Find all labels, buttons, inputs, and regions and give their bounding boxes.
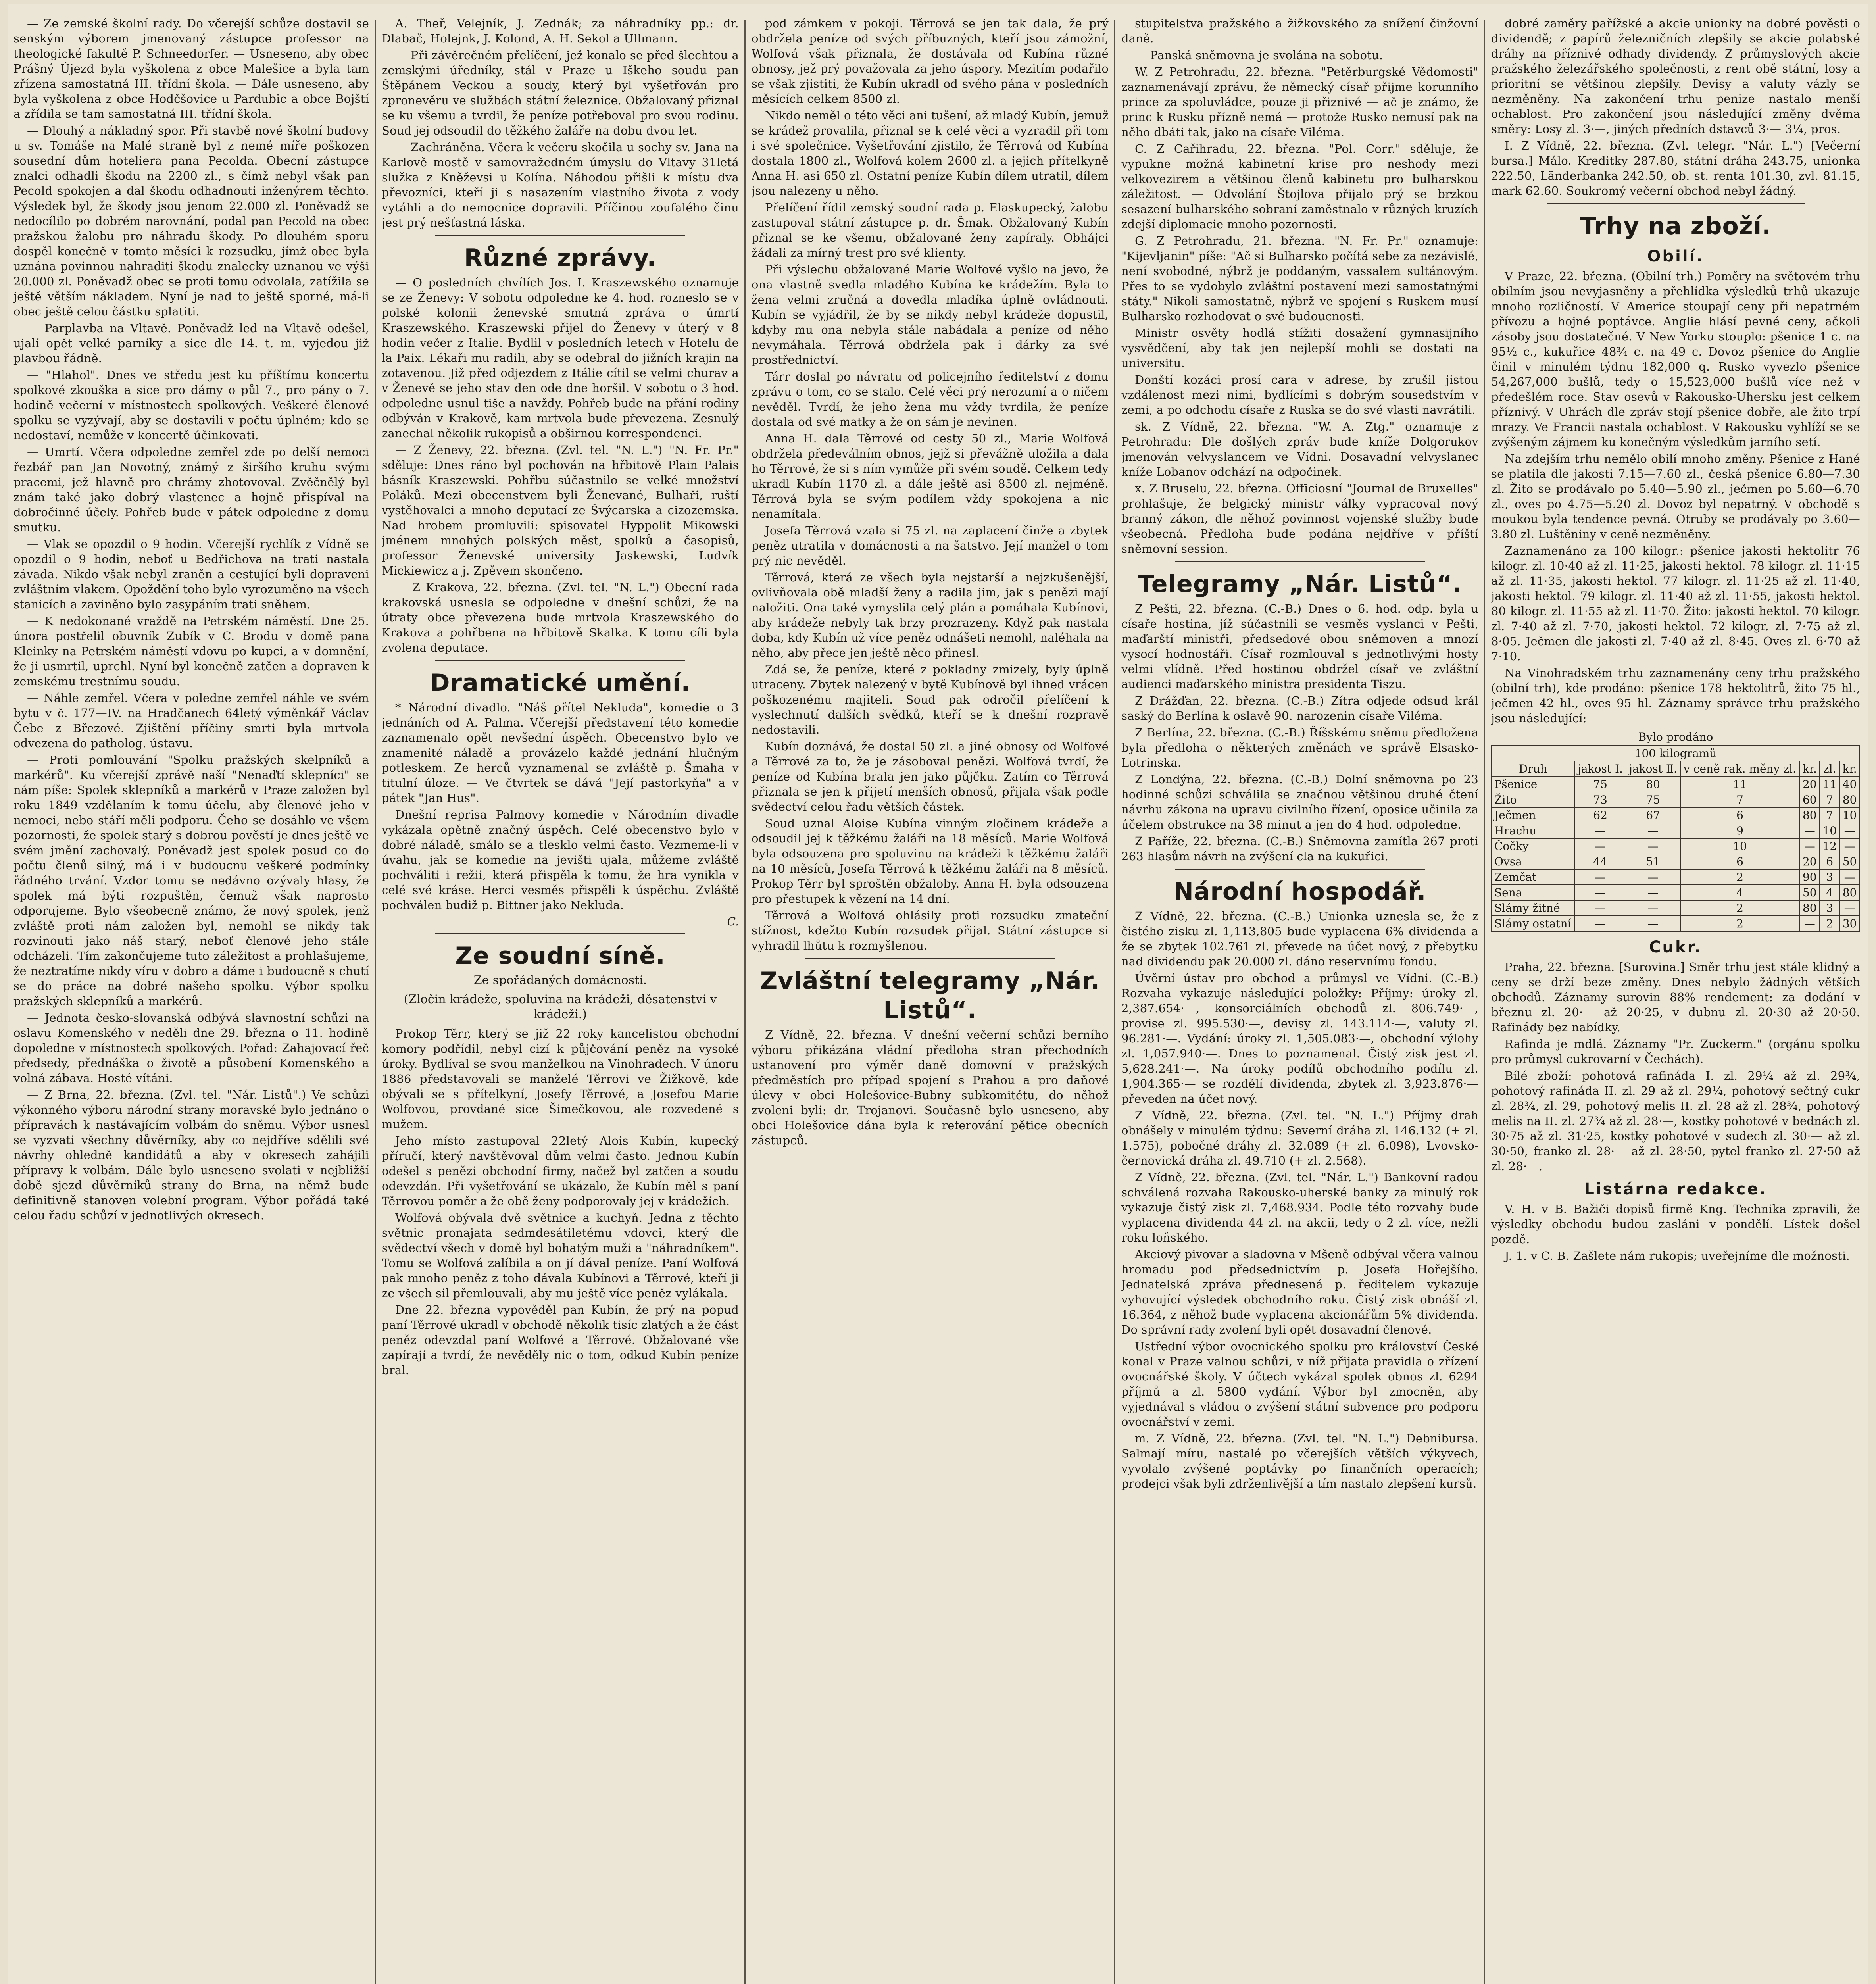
table-cell: 50 xyxy=(1799,885,1820,900)
table-cell: 2 xyxy=(1680,900,1800,916)
article-paragraph: — "Hlahol". Dnes ve středu jest ku příštímu koncertu spolkové zkouška a sice pro dámy o půl 7., pro pány o 7. hodině večerní v místnostech spolkových. Veškeré členové spolku se vyzývají, aby se dostavili v počtu úplném; kdo se nedostaví, nemůže v koncertě účinkovati. xyxy=(13,368,369,442)
article-paragraph: — Ze zemské školní rady. Do včerejší schůze dostavil se senským výborem jmenovaný zástupce professor na theologické fakultě P. Schneedorfer. — Usneseno, aby obec Prášný Újezd byla vyškolena z obce Malešice a byla tam zřízena samostatná III. třídní škola. — Dále usneseno, aby byla vyškolena z obce Hodčšovice u Pardubic a obce Bojští a zřídila se tam samostatná III. třídní škola. xyxy=(13,17,369,121)
table-cell: — xyxy=(1839,900,1860,916)
table-cell: — xyxy=(1575,900,1626,916)
table-row xyxy=(1492,900,1860,916)
article-paragraph: J. 1. v C. B. Zašlete nám rukopis; uveřejníme dle možnosti. xyxy=(1505,1249,1850,1263)
section-heading: Národní hospodář. xyxy=(1173,878,1426,905)
article-paragraph: Z Londýna, 22. března. (C.-B.) Dolní sněmovna po 23 hodinné schůzi schválila se značnou většinou druhé čtení návrhu zákona na upravu civilního řízení, oposice učinila za účelem obstrukce na 38 minut a jen do 4 hod. odpoledne. xyxy=(1121,773,1478,831)
article-paragraph: Akciový pivovar a sladovna v Mšeně odbýval včera valnou hromadu pod předsednictvím p. Josefa Hořejšího. Jednatelská zpráva přednesená p. ředitelem vykazuje vyhovující výsledek obchodního roku. Čistý zisk obnáší zl. 16.364, z něhož bude vyplacena akcionářům 5% dividenda. Do správní rady zvolení byli opět dosavadní členové. xyxy=(1121,1248,1478,1336)
table-cell: 9 xyxy=(1680,823,1800,838)
table-caption: Bylo prodáno xyxy=(1638,731,1713,744)
table-cell: — xyxy=(1626,885,1680,900)
table-cell: 2 xyxy=(1820,916,1839,931)
table-cell: 11 xyxy=(1820,777,1839,792)
article-paragraph: A. Theř, Velejník, J. Zednák; za náhradníky pp.: dr. Dlabač, Holejnk, J. Kolond, A. H. Sekol a Ullmann. xyxy=(382,17,739,45)
table-header-cell: jakost Ⅱ. xyxy=(1626,761,1680,777)
column-2 xyxy=(382,16,739,1984)
article-paragraph: — Z Ženevy, 22. března. (Zvl. tel. "N. L.") "N. Fr. Pr." sděluje: Dnes ráno byl pochován na hřbitově Plain Palais básník Kraszewski. Pohřbu súčastnilo se velké množství Poláků. Mezi obecenstvem byli Ženevané, Bulhaři, ruští vystěhovalci a mnoho deputací ze Švýcarska a cizozemska. Nad hrobem promluvili: spisovatel Hyppolit Mikowski jménem mnohých polských měst, spolků a časopisů, professor Ženevské university Jaskewski, Ludvík Mickiewicz a j. Zpěvem skončeno. xyxy=(382,443,739,577)
article-paragraph: Praha, 22. března. [Surovina.] Směr trhu jest stále klidný a ceny se drží beze změny. Dnes nebylo žádných větších obchodů. Záznamy surovin 88% rendement: za dodání v březnu zl. 20·— až 20·25, v dubnu zl. 20·30 až 20·50. Rafinády bez nabídky. xyxy=(1491,960,1860,1034)
article-paragraph: — O posledních chvílích Jos. I. Kraszewského oznamuje se ze Ženevy: V sobotu odpoledne ke 4. hod. rozneslo se v polské kolonii ženevské smutná zpráva o úmrtí Kraszewského. Kraszewski přijel do Ženevy v úterý v 8 hodin večer z Italie. Bydlil v posledních letech v Hotelu de la Paix. Lékaři mu radili, aby se odebral do jižních krajin na zotavenou. Již před odjezdem z Itálie cítil se velmi churav a v Ženevě se jeho stav den ode dne horšil. V sobotu o 3 hod. odpoledne usnul tiše a navždy. Pohřeb bude na přání rodiny odbýván v Krakově, kam mrtvola bude převezena. Zesnulý zanechal několik rukopisů a obširnou korrespondenci. xyxy=(382,276,739,440)
section-heading: Zvláštní telegramy „Nár. Listů“. xyxy=(760,967,1100,1024)
table-row xyxy=(1492,792,1860,807)
article-paragraph: Z Drážďan, 22. března. (C.-B.) Zítra odjede odsud král saský do Berlína k oslavě 90. narozenin císaře Viléma. xyxy=(1121,694,1478,723)
article-paragraph: Z Berlína, 22. března. (C.-B.) Říšskému sněmu předložena byla předloha o některých změnách ve správě Elsasko-Lotrinska. xyxy=(1121,726,1478,769)
article-paragraph: Těrrová a Wolfová ohlásily proti rozsudku zmateční stížnost, kdežto Kubín rozsudek přijal. Státní zástupce si vyhradil lhůtu k rozmyšlenou. xyxy=(752,909,1109,952)
article-subheading: Ze spořádaných domácností. xyxy=(473,973,647,987)
table-cell: 73 xyxy=(1575,792,1626,807)
table-row xyxy=(1492,777,1860,792)
article-paragraph: — K nedokonané vraždě na Petrském náměstí. Dne 25. února postřelil obuvník Zubík v C. Brodu v domě pana Kleinky na Petrském náměstí vdovu po kupci, a v domnění, že ji usmrtil, uprchl. Nyní byl konečně zatčen a dopraven k zemskému trestnímu soudu. xyxy=(13,614,369,688)
table-cell: 62 xyxy=(1575,807,1626,823)
article-paragraph: * Národní divadlo. "Náš přítel Nekluda", komedie o 3 jednáních od A. Palma. Včerejší představení této komedie zaznamenalo opět nevšední úspěch. Obecenstvo bylo ve znamenité náladě a provázelo každé jednání hlučným potleskem. Ze herců vyznamenal se zvláště p. Šmaha v titulní úloze. — Ve čtvrtek se dává "Její pastorkyňa" a v pátek "Jan Hus". xyxy=(382,701,739,805)
article-paragraph: Z Vídně, 22. března. V dnešní večerní schůzi berního výboru přikázána vládní předloha stran přechodních ustanovení pro výměr daně domovní v pražských předměstích pro případ spojení s Prahou a pro daňové úlevy v obci Holešovice-Bubny subkomitétu, do něhož zvoleni byli: dr. Trojanovi. Současně bylo usneseno, aby obci Holešovice dána byla k referování pětice obecních zástupců. xyxy=(752,1028,1109,1147)
section-heading: Dramatické umění. xyxy=(430,669,691,697)
table-header-cell: kr. xyxy=(1839,761,1860,777)
article-paragraph: Wolfová obývala dvě světnice a kuchyň. Jedna z těchto světnic pronajata sedmdesátiletému vdovci, který dle svědectví všech v domě byl bohatým muži a "náhradníkem". Tomu se Wolfová zalíbila a on jí dával peníze. Paní Wolfová pak mnoho peněz z toho dávala Kubínovi a Těrrové, kteří ji ze všech sil přemlouvali, aby mu ještě více peněz vylákala. xyxy=(382,1211,739,1300)
article-paragraph: — Vlak se opozdil o 9 hodin. Včerejší rychlík z Vídně se opozdil o 9 hodin, neboť u Bedřichova na trati nastala závada. Nikdo však nebyl zraněn a cestující byli dopraveni zvláštním vlakem. Opoždění toho bylo vyrozuměno na všech stanicích a zaviněno bylo zasypáním trati sněhem. xyxy=(13,537,369,611)
article-paragraph: Rafinda je mdlá. Záznamy "Pr. Zuckerm." (orgánu spolku pro průmysl cukrovarní v Čechách). xyxy=(1491,1037,1860,1066)
table-cell: Zemčat xyxy=(1492,869,1575,885)
table-cell: Čočky xyxy=(1492,838,1575,854)
column-rule xyxy=(744,20,746,1984)
table-cell: 10 xyxy=(1820,823,1839,838)
table-row xyxy=(1492,854,1860,869)
table-cell: — xyxy=(1626,869,1680,885)
table-cell: Pšenice xyxy=(1492,777,1575,792)
article-paragraph: Anna H. dala Těrrové od cesty 50 zl., Marie Wolfová obdržela předeválním obnos, jejž si převážně uložila a dala ho Těrrové, že si s ním vymůže při svém soudě. Celkem tedy ukradl Kubín 1170 zl. a dále ještě asi 8500 zl. nejméně. Těrrová byla se svým podílem vždy spokojena a nic nenamítala. xyxy=(752,432,1109,521)
table-cell: 6 xyxy=(1680,854,1800,869)
article-subheading: (Zločin krádeže, spoluvina na krádeži, děsatenství v krádeži.) xyxy=(404,992,717,1021)
column-rule xyxy=(375,20,376,1984)
table-row xyxy=(1492,823,1860,838)
article-paragraph: pod zámkem v pokoji. Těrrová se jen tak dala, že prý obdržela peníze od svých příbuzných, kteří jsou zámožní, Wolfová však přiznala, že dostávala od Kubína různé obnosy, jež prý považovala za jeho úspory. Mezitím podařilo se však zjistiti, že Kubín ukradl od svého pána v posledních měsících celkem 8500 zl. xyxy=(752,17,1109,106)
article-paragraph: Dne 22. března vypověděl pan Kubín, že prý na popud paní Těrrové ukradl v obchodě několik tisíc zlatých a že část peněz odevzdal paní Wolfové a Těrrové. Obžalované vše zapírají a tvrdí, že nevěděly nic o tom, odkud Kubín peníze bral. xyxy=(382,1303,739,1377)
table-cell: — xyxy=(1626,838,1680,854)
article-paragraph: Z Vídně, 22. března. (C.-B.) Unionka uznesla se, že z čistého zisku zl. 1,113,805 bude vyplacena 6% dividenda a že se zbytek 102.761 zl. převede na účet nový, z přebytku nad dividendu pak 20.000 zl. dáno reservnímu fondu. xyxy=(1121,909,1478,968)
table-row xyxy=(1492,885,1860,900)
article-signature: C. xyxy=(727,915,739,928)
table-cell: 80 xyxy=(1799,807,1820,823)
table-cell: 90 xyxy=(1799,869,1820,885)
article-paragraph: Ministr osvěty hodlá stížiti dosažení gymnasijního vysvědčení, aby tak jen nejlepší mohli se dostati na universitu. xyxy=(1121,326,1478,370)
table-subcaption: 100 kilogramů xyxy=(1492,746,1860,761)
table-cell: 50 xyxy=(1839,854,1860,869)
article-paragraph: Bílé zboží: pohotová rafináda I. zl. 29¼ až zl. 29¾, pohotový rafináda II. zl. 29 až zl. 29¼, pohotový sečtný cukr zl. 28¾, zl. 29, pohotový melis II. zl. 28 až zl. 28¾, pohotový melis na II. zl. 27¾ až zl. 28·—, kostky pohotové v bednách zl. 30·75 až zl. 31·25, kostky pohotové v sudech zl. 30·— až zl. 30·50, franko zl. 28·— až zl. 28·50, pytel franko zl. 27·50 až zl. 28·—. xyxy=(1491,1069,1860,1173)
article-paragraph: Z Paříže, 22. března. (C.-B.) Sněmovna zamítla 267 proti 263 hlasům návrh na zvýšení cla na kukuřici. xyxy=(1121,834,1478,863)
table-cell: — xyxy=(1626,823,1680,838)
table-header-cell: Druh xyxy=(1492,761,1575,777)
article-paragraph: Z Vídně, 22. března. (Zvl. tel. "Nár. L.") Bankovní radou schválená rozvaha Rakousko-uherské banky za minulý rok vykazuje čistý zisk zl. 7,468.934. Podle této rozvahy bude vyplacena dividenda 44 zl. na akcii, tedy o 2 zl. více, nežli roku loňského. xyxy=(1121,1171,1478,1244)
article-paragraph: Těrrová, která ze všech byla nejstarší a nejzkušenější, ovlivňovala obě mladší ženy a radila jim, jak s penězi mají naložiti. Ona také vymyslila celý plán a pomáhala Kubínovi, aby krádeže nebyly tak brzy prozrazeny. Když pak nastala doba, kdy Kubín už více peněz odnášeti nemohl, naléhala na něho, aby přece jen ještě něco přinesl. xyxy=(752,571,1109,659)
grain-price-table xyxy=(1491,729,1860,932)
column-rule xyxy=(1484,20,1485,1984)
article-paragraph: Tárr doslal po návratu od policejního ředitelství z domu zprávu o tom, co se stalo. Celé věci prý nerozumí a o ničem nevěděl. Tvrdí, že jeho žena mu vždy tvrdila, že peníze dostala od své matky a že on sám je nevinen. xyxy=(752,370,1109,429)
table-cell: 6 xyxy=(1820,854,1839,869)
table-row xyxy=(1492,838,1860,854)
table-cell: 80 xyxy=(1626,777,1680,792)
article-paragraph: W. Z Petrohradu, 22. března. "Petěrburgské Vědomosti" zaznamenávají zprávu, že německý císař přijme korunního prince za spoluvládce, pouze ji přiznivé — ač je známo, že princ k Rusku přízně nemá — protože Rusko nemusí pak na něho dbáti tak, jako na císaře Viléma. xyxy=(1121,65,1478,139)
article-paragraph: dobré zaměry pařížské a akcie unionky na dobré pověsti o dividendě; z papírů železničních zlepšily se akcie polabské dráhy na příznivé odhady dividendy. Z průmyslových akcie pražského železářského společnosti, z rent obě státní, losy a prioritní se většinou zlepšily. Devisy a valuty vázly se nezměněny. Na zakončení trhu penize nastalo menší ochablost. Pro zakončení jsou následující změny dvěma směry: Losy zl. 3·—, jiných předních dstavců 3·— 3¼, pros. xyxy=(1491,17,1860,136)
section-heading: Různé zprávy. xyxy=(464,244,657,272)
table-cell: — xyxy=(1575,838,1626,854)
article-paragraph: G. Z Petrohradu, 21. března. "N. Fr. Pr." oznamuje: "Kijevljanin" píše: "Ač si Bulharsko počítá sebe za nezávislé, není svobodné, nýbrž je poddaným, vassalem sultánovým. Přes to se vydobylo zvláštní postavení mezi samostatnými státy." Nikoli samostatně, nýbrž ve spojení s Ruskem musí Bulharsko rozhodovat o své budoucnosti. xyxy=(1121,234,1478,323)
article-paragraph: V Praze, 22. března. (Obilní trh.) Poměry na světovém trhu obilním jsou nevyjasněny a přehlídka výsledků trhů ukazuje mnoho rozličností. V Americe stoupají ceny při nepatrném přívozu a hojné poptávce. Anglie hlásí pevné ceny, ačkoli zásoby jsou dostatečné. V New Yorku stouplo: pšenice 1 c. na 95½ c., kukuřice 48¾ c. na 49 c. Dovoz pšenice do Anglie činil v minulém týdnu 182,000 q. Rusko vyvezlo pšenice 54,267,000 bušlů, tedy o 15,523,000 bušlů více než v předešlém roce. Stav osevů v Rakousko-Uhersku jest celkem příznivý. V Uhrách dle zpráv stojí pšenice dobře, ale žito trpí mrazy. Ve Francii nastala ochablost. V Rakousku vyhlíží se se zvýšeným zájmem ku konečným výsledkům jarního setí. xyxy=(1491,269,1860,449)
article-paragraph: Na zdejším trhu nemělo obilí mnoho změny. Pšenice z Hané se platila dle jakosti 7.15—7.60 zl., česká pšenice 6.80—7.30 zl. Žito se prodávalo po 5.40—5.90 zl., ječmen po 5.60—6.70 zl., oves po 4.75—5.20 zl. Dovoz byl nepatrný. V obchodě s moukou byla tendence pevná. Otruby se prodávaly po 3.60—3.80 zl. Luštěniny v ceně nezměněny. xyxy=(1491,452,1860,541)
article-paragraph: Ústřední výbor ovocnického spolku pro království České konal v Praze valnou schůzi, v níž přijata pravidla o zřízení ovocnářské školy. V účtech vykázal spolek obnos zl. 6294 příjmů a zl. 5800 vydání. Výbor byl zmocněn, aby vyjednával s vládou o zvýšení státní subvence pro podporu ovocnářství v zemi. xyxy=(1121,1340,1478,1428)
article-paragraph: — Umrtí. Včera odpoledne zemřel zde po delší nemoci řezbář pan Jan Novotný, známý z širšího kruhu svými pracemi, jež hlavně pro chrámy zhotovoval. Zvěčnělý byl znám také jako dobrý vlastenec a hojně přispíval na dobročinné účely. Pohřeb bude v pátek odpoledne z domu smutku. xyxy=(13,445,369,534)
table-cell: 3 xyxy=(1820,900,1839,916)
article-paragraph: — Proti pomlouvání "Spolku pražských skelpníků a markérů". Ku včerejší zprávě naší "Nenaďtí sklepníci" se nám píše: Spolek sklepníků a markérů v Praze založen byl roku 1849 vzdělaním k tomu účelu, aby členové jeho v nemoci, nebo stáří měli podporu. Čeho se dosáhlo ve všem pozornosti, že spolek starý s dobrou pověstí je dnes ještě ve svém jmění zachovalý. Poněvadž jest spolek posud co do počtu členů silný, má i v budoucnu veškeré podmínky řádného trvání. Vzdor tomu se nedávno ozývaly hlasy, že spolek má býti rozpuštěn, čemuž však naprosto odporujeme. Bylo všeobecně známo, že nový spolek, jenž zvláště proti nám založen byl, nemohl se nikdy tak rozvinouti jako náš starý, neboť členové jeho stále odcházeli. Tím zakončujeme tuto záležitost a prohlašujeme, že neztratíme nikdy víru v dobro a dáme i budoucně s chutí se do práce na dobré našeho spolku. Výbor spolku pražských sklepníků a markérů. xyxy=(13,753,369,1008)
table-cell: 67 xyxy=(1626,807,1680,823)
table-cell: 75 xyxy=(1575,777,1626,792)
article-paragraph: Zdá se, že peníze, které z pokladny zmizely, byly úplně utraceny. Zbytek nalezený v bytě Kubínově byl ihned vrácen poškozenému majiteli. Soud pak odročil přelíčení k vyslechnutí dalších svědků, kteří se k dnešní rozpravě nedostavili. xyxy=(752,663,1109,736)
table-header-cell: jakost Ⅰ. xyxy=(1575,761,1626,777)
table-cell: 10 xyxy=(1839,807,1860,823)
table-cell: 2 xyxy=(1680,869,1800,885)
table-cell: 7 xyxy=(1820,792,1839,807)
table-cell: Slámy žitné xyxy=(1492,900,1575,916)
table-cell: 4 xyxy=(1820,885,1839,900)
section-divider xyxy=(1175,561,1425,562)
newspaper-page xyxy=(8,4,1868,1984)
table-row xyxy=(1492,869,1860,885)
table-row xyxy=(1492,807,1860,823)
table-cell: 51 xyxy=(1626,854,1680,869)
table-cell: — xyxy=(1839,869,1860,885)
section-divider xyxy=(1547,203,1805,204)
column-1 xyxy=(13,16,369,1984)
table-cell: — xyxy=(1839,823,1860,838)
article-paragraph: — Z Krakova, 22. března. (Zvl. tel. "N. L.") Obecní rada krakovská usnesla se odpoledne v dnešní schůzi, že na útraty obce převezena bude mrtvola Kraszewského do Krakova a pohřbena na hřbitově Skalka. K tomu cíli byla zvolena deputace. xyxy=(382,581,739,654)
table-cell: — xyxy=(1839,838,1860,854)
article-paragraph: Z Pešti, 22. března. (C.-B.) Dnes o 6. hod. odp. byla u císaře hostina, jíž súčastnili se vesměs vyslanci v Pešti, maďarští ministři, předsedové obou sněmoven a mnozí vysocí hodnostáři. Císař rozmlouval s jednotlivými hosty velmi vlídně. Před hostinou obdržel císař ve zvláštní audienci maďarského ministra presidenta Tiszu. xyxy=(1121,602,1478,691)
article-paragraph: sk. Z Vídně, 22. března. "W. A. Ztg." oznamuje z Petrohradu: Dle došlých zpráv bude kníže Dolgorukov jmenován velvyslancem ve Vídni. Dosavadní velvyslanec kníže Lobanov odchází na odpočinek. xyxy=(1121,420,1478,479)
table-cell: 11 xyxy=(1680,777,1800,792)
article-paragraph: Soud uznal Aloise Kubína vinným zločinem krádeže a odsoudil jej k těžkému žaláři na 18 měsíců. Marie Wolfová byla odsouzena pro spoluvinu na krádeži k těžkému žaláři na 10 měsíců, Josefa Těrrová k těžkému žaláři na 8 měsíců. Prokop Těrr byl sproštěn obžaloby. Anna H. byla odsouzena pro přestupek k vězení na 14 dní. xyxy=(752,817,1109,905)
article-paragraph: C. Z Cařihradu, 22. března. "Pol. Corr." sděluje, že vypukne možná kabinetní krise pro neshody mezi velkovezirem a většinou členů kabinetu pro bulharskou záležitost. — Odvolání Štojlova přijalo prý se brzkou sesazení bulharského sobraní zaměstnalo v různých kruzích zdejší diplomacie mnoho pozornosti. xyxy=(1121,142,1478,231)
table-cell: 7 xyxy=(1820,807,1839,823)
table-cell: 60 xyxy=(1799,792,1820,807)
article-paragraph: x. Z Bruselu, 22. března. Officiosní "Journal de Bruxelles" prohlašuje, že belgický ministr války vypracoval nový branný zákon, dle něhož povinnost vojenské služby bude všeobecná. Předloha bude podána nejdříve v příští sněmovní session. xyxy=(1121,482,1478,556)
article-paragraph: Úvěrní ústav pro obchod a průmysl ve Vídni. (C.-B.) Rozvaha vykazuje následující položky: Příjmy: úroky zl. 2,387.654·—, konsorciálních obchodů zl. 806.749·—, provise zl. 995.530·—, devisy zl. 143.114·—, valuty zl. 96.281·—. Vydání: úroky zl. 1,505.083·—, obchodní výlohy zl. 1,057.940·—. Dnes to poznamenal. Čistý zisk jest zl. 5,628.241·—. Na úroky podílů obchodního podílu zl. 1,904.365·— se rozdělí dividenda, zbytek zl. 3,923.876·— převeden na účet nový. xyxy=(1121,971,1478,1105)
table-cell: 80 xyxy=(1799,900,1820,916)
table-cell: — xyxy=(1626,916,1680,931)
column-4 xyxy=(1121,16,1478,1984)
table-cell: 80 xyxy=(1839,885,1860,900)
article-paragraph: Nikdo neměl o této věci ani tušení, až mladý Kubín, jemuž se krádež provalila, přiznal se k celé věci a vyzradil při tom i své společnice. Vyšetřování zjistilo, že Těrrová od Kubína dostala 1800 zl., Wolfová kolem 2600 zl. a jejich přítelkyně Anna H. asi 650 zl. Ostatní peníze Kubín dílem utratil, dílem jsou nalezeny u něho. xyxy=(752,109,1109,198)
column-3 xyxy=(752,16,1109,1984)
table-cell: Žito xyxy=(1492,792,1575,807)
article-paragraph: — Z Brna, 22. března. (Zvl. tel. "Nár. Listů".) Ve schůzi výkonného výboru národní strany moravské bylo jednáno o přípravách k nastávajícím volbám do sněmu. Výbor usnesl se vyzvati všechny důvěrníky, aby co nejdříve sdělili své návrhy ohledně kandidátů a aby v okresech zahájili přípravy k volbám. Dále bylo usneseno svolati v nejbližší době sjezd důvěrníků strany do Brna, na němž bude definitivně stanoven volební program. Výbor pořádá také celou řadu schůzí v jednotlivých okresech. xyxy=(13,1088,369,1222)
table-cell: 30 xyxy=(1839,916,1860,931)
table-cell: — xyxy=(1799,916,1820,931)
table-cell: 3 xyxy=(1820,869,1839,885)
table-cell: 20 xyxy=(1799,777,1820,792)
article-paragraph: m. Z Vídně, 22. března. (Zvl. tel. "N. L.") Debnibursa. Salmají míru, nastalé po včerejších větších výkyvech, vyvolalo zvýšené poptávky po finančních operacích; prodejci však byli zdrženlivější a tím nastalo zlepšení kursů. xyxy=(1121,1432,1478,1490)
table-cell: 20 xyxy=(1799,854,1820,869)
section-heading: Telegramy „Nár. Listů“. xyxy=(1138,570,1462,598)
article-paragraph: Prokop Těrr, který se již 22 roky kancelistou obchodní komory podřídil, nebyl cizí k půjčování peněz na vysoké úroky. Bydlíval se svou manželkou na Vinohradech. V únoru 1886 představovali se manželé Těrrovi ve Žižkově, kde obývali se s přítelkyní, Josefy Těrrové, a Josefou Marie Wolfovou, provdané sice Šimečkovou, ale rozvedené s mužem. xyxy=(382,1027,739,1131)
table-cell: — xyxy=(1799,838,1820,854)
table-cell: 40 xyxy=(1839,777,1860,792)
table-cell: 6 xyxy=(1680,807,1800,823)
table-cell: — xyxy=(1575,869,1626,885)
article-paragraph: Jeho místo zastupoval 22letý Alois Kubín, kupecký příručí, který navštěvoval dům velmi často. Jednou Kubín odešel s penězi obchodní firmy, načež byl zatčen a soudu odevzdán. Při vyšetřování se ukázalo, že Kubín měl s paní Těrrovou poměr a že obě ženy podporovaly jej v krádežích. xyxy=(382,1134,739,1208)
article-paragraph: Při výslechu obžalované Marie Wolfové vyšlo na jevo, že ona vlastně svedla mladého Kubína ke krádežím. Byla to žena velmi zručná a dovedla mladíka úplně ovládnouti. Kubín se vyjádřil, že by se nikdy nebyl krádeže dopustil, kdyby mu ona nebyla stále nabádala a peníze od něho nevymáhala. Těrrová obdržela pak i dárky za své prostřednictví. xyxy=(752,263,1109,367)
table-cell: — xyxy=(1626,900,1680,916)
article-paragraph: — Zachráněna. Včera k večeru skočila u sochy sv. Jana na Karlově mostě v samovražedném úmyslu do Vltavy 31letá služka z Kněževsi u Kolína. Náhodou přišli k místu dva převozníci, kteří ji s nasazením vlastního života z vody vytáhli a do nemocnice dopravili. Příčinou zoufalého činu jest prý nešťastná láska. xyxy=(382,140,739,229)
table-cell: 7 xyxy=(1680,792,1800,807)
table-cell: Ovsa xyxy=(1492,854,1575,869)
article-paragraph: Josefa Těrrová vzala si 75 zl. na zaplacení činže a zbytek peněz utratila v domácnosti a na šatstvo. Její manžel o tom prý nic nevěděl. xyxy=(752,524,1109,567)
article-paragraph: — Panská sněmovna je svolána na sobotu. xyxy=(1135,48,1383,62)
article-paragraph: V. H. v B. Bažiči dopisů firmě Kng. Technika zpravili, že výsledky obchodu budou zasláni v pondělí. Lístek došel pozdě. xyxy=(1491,1202,1860,1246)
article-paragraph: Z Vídně, 22. března. (Zvl. tel. "N. L.") Příjmy drah obnášely v minulém týdnu: Severní dráha zl. 146.132 (+ zl. 1.575), pobočné dráhy zl. 32.089 (+ zl. 6.098), Lvovsko-černovická dráha zl. 49.710 (+ zl. 2.568). xyxy=(1121,1109,1478,1167)
article-paragraph: — Při závěrečném přelíčení, jež konalo se před šlechtou a zemskými úředníky, stál v Praze u Iškeho soudu pan Štěpánem Veckou a soudy, který byl vyšetřován pro zpronevěru ve službách státní železnice. Obžalovaný přiznal se ku všemu a tvrdil, že peníze potřeboval pro svou rodinu. Soud jej odsoudil do těžkého žaláře na dobu dvou let. xyxy=(382,48,739,137)
subsection-heading: Listárna redakce. xyxy=(1584,1180,1767,1198)
table-cell: 10 xyxy=(1680,838,1800,854)
section-divider xyxy=(435,235,685,236)
table-cell: — xyxy=(1575,916,1626,931)
table-cell: Ječmen xyxy=(1492,807,1575,823)
table-header-cell: zl. xyxy=(1820,761,1839,777)
column-5 xyxy=(1491,16,1860,1984)
article-paragraph: I. Z Vídně, 22. března. (Zvl. telegr. "Nár. L.") [Večerní bursa.] Málo. Kreditky 287.80, státní dráha 243.75, unionka 222.50, Länderbanka 242.50, ob. st. renta 101.30, zvl. 81.15, mark 62.60. Soukromý večerní obchod nebyl žádný. xyxy=(1491,139,1860,198)
article-paragraph: Na Vinohradském trhu zaznamenány ceny trhu pražského (obilní trh), kde prodáno: pšenice 178 hektolitrů, žito 75 hl., ječmen 42 hl., oves 95 hl. Záznamy správce trhu pražského jsou následující: xyxy=(1491,666,1860,725)
section-divider xyxy=(805,958,1055,959)
table-cell: 4 xyxy=(1680,885,1800,900)
table-header-cell: kr. xyxy=(1799,761,1820,777)
subsection-heading: Cukr. xyxy=(1649,938,1702,956)
table-header-cell: v ceně rak. měny zl. xyxy=(1680,761,1800,777)
article-paragraph: — Náhle zemřel. Včera v poledne zemřel náhle ve svém bytu v č. 177—IV. na Hradčanech 64letý výměnkář Václav Čebe z Březové. Zjištění příčiny smrti byla mrtvola odvezena do patholog. ústavu. xyxy=(13,691,369,750)
article-paragraph: Přelíčení řídil zemský soudní rada p. Elaskupecký, žalobu zastupoval státní zástupce p. dr. Šmak. Obžalovaný Kubín přiznal se ke všemu, obžalované ženy zapíraly. Obhájci žádali za mírný trest pro své klienty. xyxy=(752,201,1109,260)
article-paragraph: stupitelstva pražského a žižkovského za snížení činžovní daně. xyxy=(1121,17,1478,45)
table-cell: Hrachu xyxy=(1492,823,1575,838)
section-heading: Ze soudní síně. xyxy=(455,942,665,970)
table-cell: Slámy ostatní xyxy=(1492,916,1575,931)
table-cell: — xyxy=(1799,823,1820,838)
table-cell: 44 xyxy=(1575,854,1626,869)
article-paragraph: — Dlouhý a nákladný spor. Při stavbě nové školní budovy u sv. Tomáše na Malé straně byl z nemé míře poškozen sousední dům hoteliera pana Pecolda. Obecní zástupce znalci odhadli škodu na 2200 zl., s čímž nebyl však pan Pecold spokojen a dal škodu odhadnouti inženýrem těchto. Výsledek byl, že škody jsou jenom 22.000 zl. Poněvadž se nedocílilo po dobrém narovnání, podal pan Pecold na obec pražskou žalobu pro náhradu škody. Po dlouhém sporu dospěl konečně v tomto měsíci k rozsudku, jímž obec byla uznána povinnou nahraditi škodu znalecky uznanou ve výši 20.000 zl. Poněvadž obec se proti tomu odvolala, zatížila se ještě větším nákladem. Nyní je nad to ještě sporné, má-li obec ještě celou částku splatiti. xyxy=(13,124,369,318)
table-cell: — xyxy=(1575,823,1626,838)
article-paragraph: — Parplavba na Vltavě. Poněvadž led na Vltavě odešel, ujalí opět velké parníky a sice dle 14. t. m. vyjedou již plavbou řádně. xyxy=(13,321,369,365)
article-paragraph: Zaznamenáno za 100 kilogr.: pšenice jakosti hektolitr 76 kilogr. zl. 10·40 až zl. 11·25, jakosti hektol. 78 kilogr. zl. 11·15 až zl. 11·35, jakosti hektol. 77 kilogr. zl. 11·25 až zl. 11·40, jakosti hektol. 79 kilogr. zl. 11·40 až zl. 11·55, jakosti hektol. 80 kilogr. zl. 11·55 až zl. 11·70. Žito: jakosti hektol. 70 kilogr. zl. 7·40 až zl. 7·70, jakosti hektol. 72 kilogr. zl. 7·75 až zl. 8·05. Ječmen dle jakosti zl. 7·40 až zl. 8·45. Oves zl. 6·70 až 7·10. xyxy=(1491,544,1860,663)
article-paragraph: — Jednota česko-slovanská odbývá slavnostní schůzi na oslavu Komenského v neděli dne 29. března o 11. hodině dopoledne v místnostech spolkových. Pořad: Zahajovací řeč předsedy, přednáška o životě a působení Komenského a volná zábava. Hosté vítáni. xyxy=(13,1011,369,1085)
article-paragraph: Dnešní reprisa Palmovy komedie v Národním divadle vykázala opětně značný úspěch. Celé obecenstvo bylo v dobré náladě, smálo se a tlesklo velmi často. Vezmeme-li v úvahu, jak se komedie na jevišti ujala, můžeme zvláště pochváliti i režii, která přispěla k tomu, že hra vynikla v celé své kráse. Herci vesměs přispěli k úspěchu. Zvláště pochválen budiž p. Bittner jako Nekluda. xyxy=(382,808,739,912)
section-divider xyxy=(435,660,685,661)
table-cell: 2 xyxy=(1680,916,1800,931)
article-paragraph: Kubín doznává, že dostal 50 zl. a jiné obnosy od Wolfové a Těrrové za to, že je zásoboval penězi. Wolfová tvrdí, že peníze od Kubína brala jen jako půjčku. Zatím co Těrrová přiznala se jen k přijetí menších obnosů, přijala však podle svědectví celou řadu větších částek. xyxy=(752,740,1109,813)
article-paragraph: Donští kozáci prosí cara v adrese, by zrušil jistou vzdálenost mezi nimi, bydlícími s dobrým sousedstvím v zemi, a po odchodu císaře z Ruska se do své vlasti navrátili. xyxy=(1121,373,1478,417)
section-divider xyxy=(435,933,685,934)
table-cell: 75 xyxy=(1626,792,1680,807)
table-cell: Sena xyxy=(1492,885,1575,900)
table-cell: 80 xyxy=(1839,792,1860,807)
column-rule xyxy=(1114,20,1115,1984)
table-cell: — xyxy=(1575,885,1626,900)
table-cell: 12 xyxy=(1820,838,1839,854)
subsection-heading: Obilí. xyxy=(1647,247,1704,265)
table-row xyxy=(1492,916,1860,931)
section-heading: Trhy na zboží. xyxy=(1580,212,1772,240)
section-divider xyxy=(1175,869,1425,870)
